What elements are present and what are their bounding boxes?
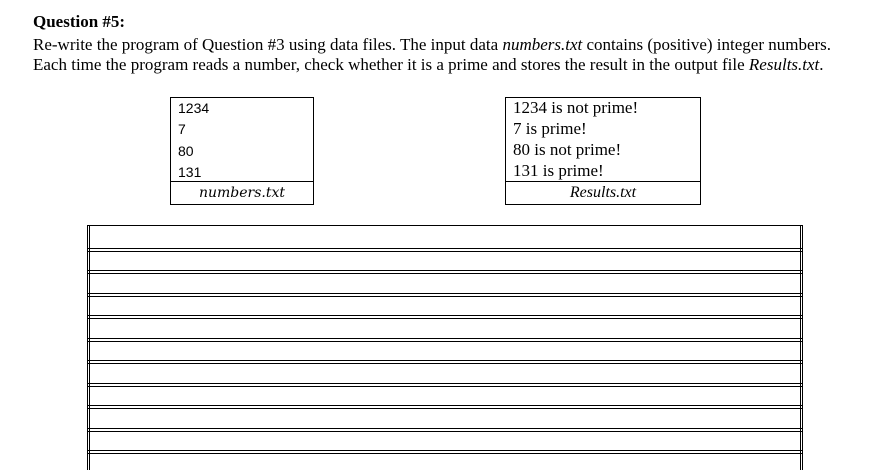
question-text-part3: . — [819, 55, 824, 74]
answer-border — [87, 225, 88, 470]
answer-rule — [87, 453, 803, 454]
answer-rule — [87, 386, 803, 387]
input-filename-inline: numbers.txt — [502, 35, 583, 54]
output-line: 80 is not prime! — [513, 140, 622, 159]
answer-rule — [87, 363, 803, 364]
answer-rule — [87, 248, 803, 249]
input-line: 7 — [178, 121, 186, 137]
answer-border — [800, 225, 801, 470]
answer-rule — [87, 405, 803, 406]
output-line: 131 is prime! — [513, 161, 604, 180]
answer-rule — [87, 431, 803, 432]
answer-rule — [87, 318, 803, 319]
question-text-part2: contains (positive) integer numbers. Each time the program reads a number, check whether it is a prime and stores the result in the output file — [33, 35, 832, 74]
input-file-caption: numbers.txt — [171, 181, 313, 204]
answer-rule — [87, 270, 803, 271]
output-file-caption: Results.txt — [506, 181, 700, 204]
input-line: 1234 — [178, 100, 210, 116]
question-text-part1: Re-write the program of Question #3 using data files. The input data — [33, 35, 503, 54]
answer-rule — [87, 408, 803, 409]
answer-rule — [87, 338, 803, 339]
answer-rule — [87, 225, 803, 226]
output-filename-inline: Results.txt — [748, 55, 820, 74]
answer-rule — [87, 251, 803, 252]
answer-rule — [87, 341, 803, 342]
output-line: 7 is prime! — [513, 119, 587, 138]
answer-rule — [87, 428, 803, 429]
answer-lines — [87, 225, 803, 470]
input-line: 131 — [178, 164, 202, 180]
question-heading: Question #5: — [33, 12, 126, 31]
answer-rule — [87, 383, 803, 384]
answer-border — [89, 225, 90, 470]
output-line: 1234 is not prime! — [513, 98, 639, 117]
answer-rule — [87, 296, 803, 297]
answer-rule — [87, 360, 803, 361]
input-file-box — [170, 97, 314, 205]
answer-border — [802, 225, 803, 470]
answer-rule — [87, 450, 803, 451]
output-file-box — [505, 97, 701, 205]
answer-rule — [87, 315, 803, 316]
answer-rule — [87, 293, 803, 294]
answer-rule — [87, 273, 803, 274]
question-text — [33, 35, 853, 75]
input-line: 80 — [178, 143, 194, 159]
